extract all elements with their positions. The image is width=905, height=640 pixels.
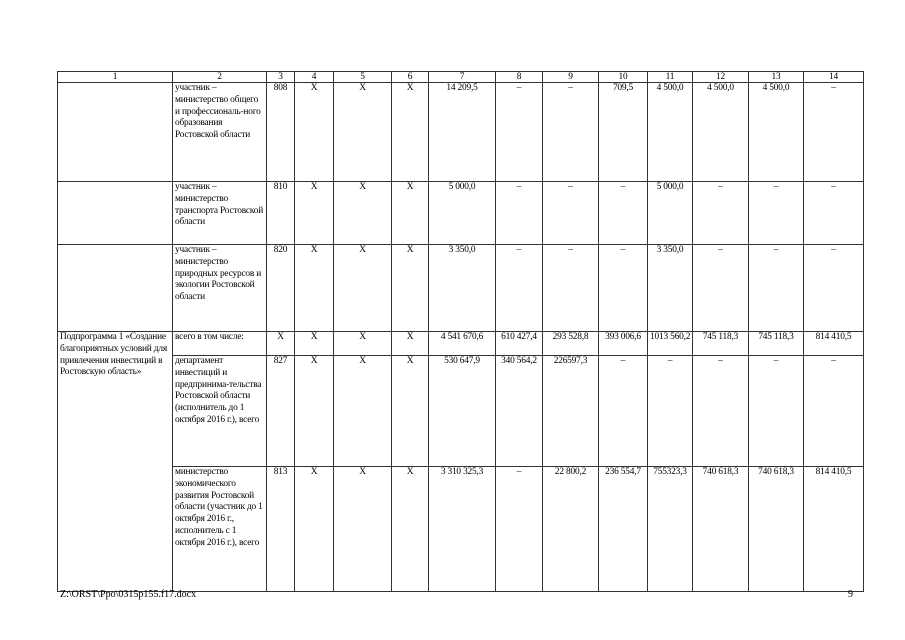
executor-cell: всего в том числе: bbox=[173, 332, 267, 356]
subprogram-title: Подпрограмма 1 «Создание благоприятных условий для привлечения инвестиций в Ростовскую область» bbox=[58, 332, 173, 592]
header-cell: 8 bbox=[496, 72, 543, 83]
header-cell: 1 bbox=[58, 72, 173, 83]
executor-cell: участник – министерство транспорта Ростовской области bbox=[173, 182, 267, 245]
table-row bbox=[58, 83, 864, 182]
header-cell: 12 bbox=[693, 72, 749, 83]
value-cell: – bbox=[693, 182, 749, 245]
value-cell: – bbox=[543, 245, 599, 332]
x-cell: Х bbox=[334, 83, 392, 182]
x-cell: Х bbox=[295, 332, 334, 356]
x-cell: Х bbox=[334, 245, 392, 332]
header-cell: 11 bbox=[648, 72, 693, 83]
executor-cell: участник – министерство общего и профессиональ-ного образования Ростовской области bbox=[173, 83, 267, 182]
value-cell: 293 528,8 bbox=[543, 332, 599, 356]
x-cell: Х bbox=[295, 83, 334, 182]
header-cell: 14 bbox=[804, 72, 864, 83]
x-cell: Х bbox=[295, 245, 334, 332]
value-cell: 3 310 325,3 bbox=[429, 467, 496, 592]
x-cell: Х bbox=[267, 332, 295, 356]
x-cell: Х bbox=[392, 83, 429, 182]
x-cell: Х bbox=[295, 467, 334, 592]
header-cell: 2 bbox=[173, 72, 267, 83]
value-cell: 236 554,7 bbox=[599, 467, 648, 592]
x-cell: Х bbox=[334, 182, 392, 245]
value-cell: – bbox=[496, 83, 543, 182]
value-cell: – bbox=[543, 83, 599, 182]
x-cell: Х bbox=[334, 332, 392, 356]
value-cell: 740 618,3 bbox=[693, 467, 749, 592]
program-cell bbox=[58, 182, 173, 245]
value-cell: 610 427,4 bbox=[496, 332, 543, 356]
value-cell: 226597,3 bbox=[543, 356, 599, 467]
value-cell: 5 000,0 bbox=[648, 182, 693, 245]
header-cell: 10 bbox=[599, 72, 648, 83]
code-cell: 813 bbox=[267, 467, 295, 592]
x-cell: Х bbox=[295, 356, 334, 467]
executor-cell: участник – министерство природных ресурсов и экологии Ростовской области bbox=[173, 245, 267, 332]
value-cell: – bbox=[693, 356, 749, 467]
value-cell: 3 350,0 bbox=[648, 245, 693, 332]
budget-table bbox=[57, 71, 864, 592]
code-cell: 810 bbox=[267, 182, 295, 245]
x-cell: Х bbox=[392, 332, 429, 356]
value-cell: – bbox=[804, 182, 864, 245]
value-cell: – bbox=[599, 182, 648, 245]
value-cell: 4 500,0 bbox=[693, 83, 749, 182]
value-cell: 5 000,0 bbox=[429, 182, 496, 245]
table-row bbox=[58, 467, 864, 592]
value-cell: – bbox=[496, 467, 543, 592]
header-cell: 7 bbox=[429, 72, 496, 83]
value-cell: – bbox=[804, 356, 864, 467]
value-cell: – bbox=[496, 245, 543, 332]
x-cell: Х bbox=[295, 182, 334, 245]
value-cell: – bbox=[599, 356, 648, 467]
x-cell: Х bbox=[334, 467, 392, 592]
program-cell bbox=[58, 83, 173, 182]
value-cell: 4 500,0 bbox=[648, 83, 693, 182]
program-cell bbox=[58, 245, 173, 332]
header-cell: 6 bbox=[392, 72, 429, 83]
header-cell: 3 bbox=[267, 72, 295, 83]
value-cell: 709,5 bbox=[599, 83, 648, 182]
value-cell: – bbox=[543, 182, 599, 245]
file-path: Z:\ORST\Ppo\0315p155.f17.docx bbox=[60, 589, 197, 600]
table-row bbox=[58, 356, 864, 467]
table-row bbox=[58, 182, 864, 245]
value-cell: – bbox=[648, 356, 693, 467]
value-cell: 340 564,2 bbox=[496, 356, 543, 467]
code-cell: 820 bbox=[267, 245, 295, 332]
value-cell: 22 800,2 bbox=[543, 467, 599, 592]
executor-cell: министерство экономического развития Ростовской области (участник до 1 октября 2016 г., исполнитель с 1 октября 2016 г.), всего bbox=[173, 467, 267, 592]
value-cell: 3 350,0 bbox=[429, 245, 496, 332]
x-cell: Х bbox=[392, 467, 429, 592]
x-cell: Х bbox=[334, 356, 392, 467]
value-cell: 530 647,9 bbox=[429, 356, 496, 467]
code-cell: 808 bbox=[267, 83, 295, 182]
value-cell: – bbox=[749, 245, 804, 332]
value-cell: 745 118,3 bbox=[693, 332, 749, 356]
value-cell: 1013 560,2 bbox=[648, 332, 693, 356]
x-cell: Х bbox=[392, 245, 429, 332]
value-cell: 740 618,3 bbox=[749, 467, 804, 592]
value-cell: 4 500,0 bbox=[749, 83, 804, 182]
header-row bbox=[58, 72, 864, 83]
table-row bbox=[58, 332, 864, 356]
value-cell: – bbox=[599, 245, 648, 332]
code-cell: 827 bbox=[267, 356, 295, 467]
value-cell: – bbox=[496, 182, 543, 245]
value-cell: 745 118,3 bbox=[749, 332, 804, 356]
page-number: 9 bbox=[848, 589, 853, 600]
header-cell: 5 bbox=[334, 72, 392, 83]
value-cell: – bbox=[804, 83, 864, 182]
value-cell: – bbox=[693, 245, 749, 332]
x-cell: Х bbox=[392, 182, 429, 245]
executor-cell: департамент инвестиций и предпринима-тельства Ростовской области (исполнитель до 1 октября 2016 г.), всего bbox=[173, 356, 267, 467]
table-row bbox=[58, 245, 864, 332]
header-cell: 9 bbox=[543, 72, 599, 83]
value-cell: 755323,3 bbox=[648, 467, 693, 592]
value-cell: – bbox=[749, 182, 804, 245]
value-cell: 14 209,5 bbox=[429, 83, 496, 182]
header-cell: 13 bbox=[749, 72, 804, 83]
value-cell: 4 541 670,6 bbox=[429, 332, 496, 356]
value-cell: 814 410,5 bbox=[804, 332, 864, 356]
value-cell: – bbox=[804, 245, 864, 332]
x-cell: Х bbox=[392, 356, 429, 467]
header-cell: 4 bbox=[295, 72, 334, 83]
value-cell: 393 006,6 bbox=[599, 332, 648, 356]
value-cell: 814 410,5 bbox=[804, 467, 864, 592]
value-cell: – bbox=[749, 356, 804, 467]
